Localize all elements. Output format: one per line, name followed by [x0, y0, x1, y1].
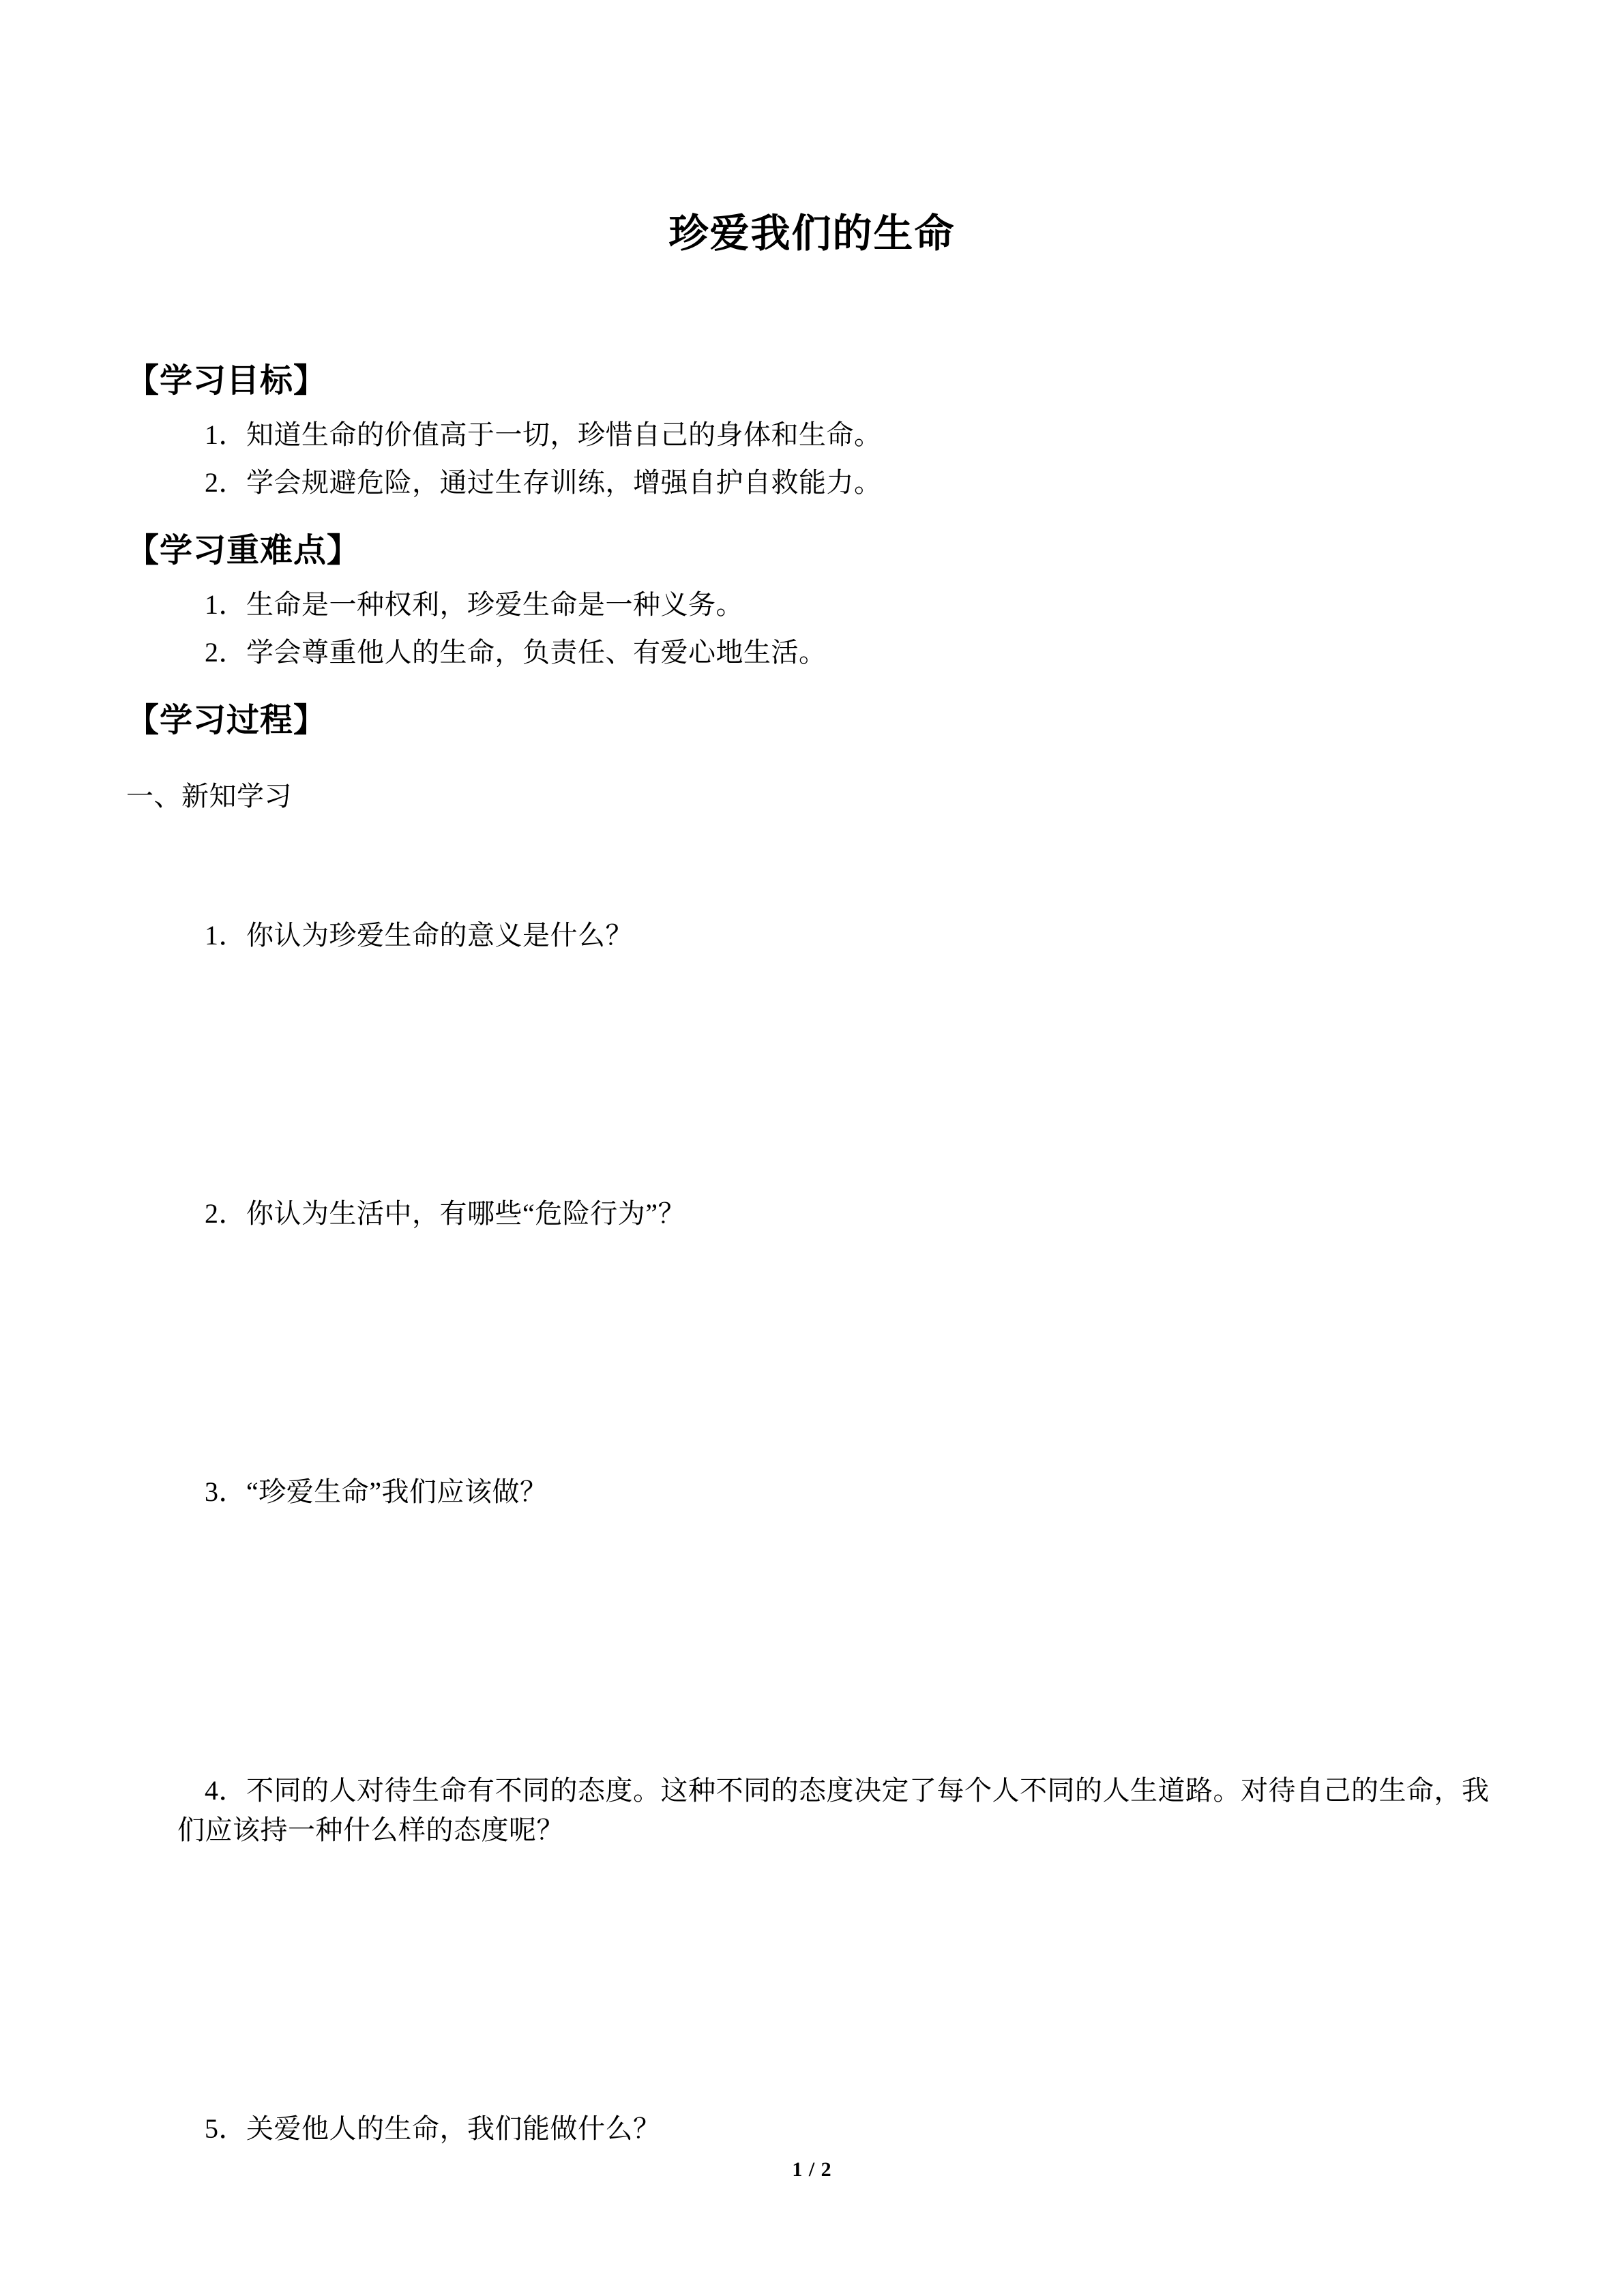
list-item: 2．学会规避危险，通过生存训练，增强自护自救能力。	[205, 467, 882, 498]
spacer	[126, 1234, 1498, 1370]
question-item: 3．“珍爱生命”我们应该做？	[205, 1476, 548, 1507]
section-heading-process: 【学习过程】	[126, 701, 327, 739]
question-item: 4．不同的人对待生命有不同的态度。这种不同的态度决定了每个人不同的人生道路。对待自己的生命，我们应该持一种什么样的态度呢？	[177, 1775, 1490, 1845]
subsection-heading-new-knowledge: 一、新知学习	[126, 781, 292, 811]
spacer	[126, 1986, 1498, 2109]
question-item: 5．关爱他人的生命，我们能做什么？	[205, 2113, 661, 2144]
list-item: 2．学会尊重他人的生命，负责任、有爱心地生活。	[205, 637, 827, 668]
section-key-difficulties	[126, 524, 1498, 666]
spacer	[126, 1648, 1498, 1771]
spacer	[126, 1370, 1498, 1472]
question-item: 2．你认为生活中，有哪些“危险行为”？	[205, 1198, 686, 1229]
spacer	[126, 1850, 1498, 1986]
list-item: 1．生命是一种权利，珍爱生命是一种义务。	[205, 589, 743, 620]
spacer	[126, 1512, 1498, 1648]
page-footer: 1 / 2	[792, 2158, 832, 2181]
section-learning-goals	[126, 354, 1498, 496]
question-item: 1．你认为珍爱生命的意义是什么？	[205, 920, 633, 951]
section-learning-process	[126, 694, 1498, 2149]
spacer	[126, 814, 1498, 916]
section-heading-goals: 【学习目标】	[126, 361, 327, 400]
section-heading-keypoints: 【学习重难点】	[126, 531, 361, 569]
list-item: 1．知道生命的价值高于一切，珍惜自己的身体和生命。	[205, 419, 882, 450]
spacer	[126, 955, 1498, 1092]
page-title: 珍爱我们的生命	[668, 210, 956, 256]
spacer	[126, 1092, 1498, 1194]
